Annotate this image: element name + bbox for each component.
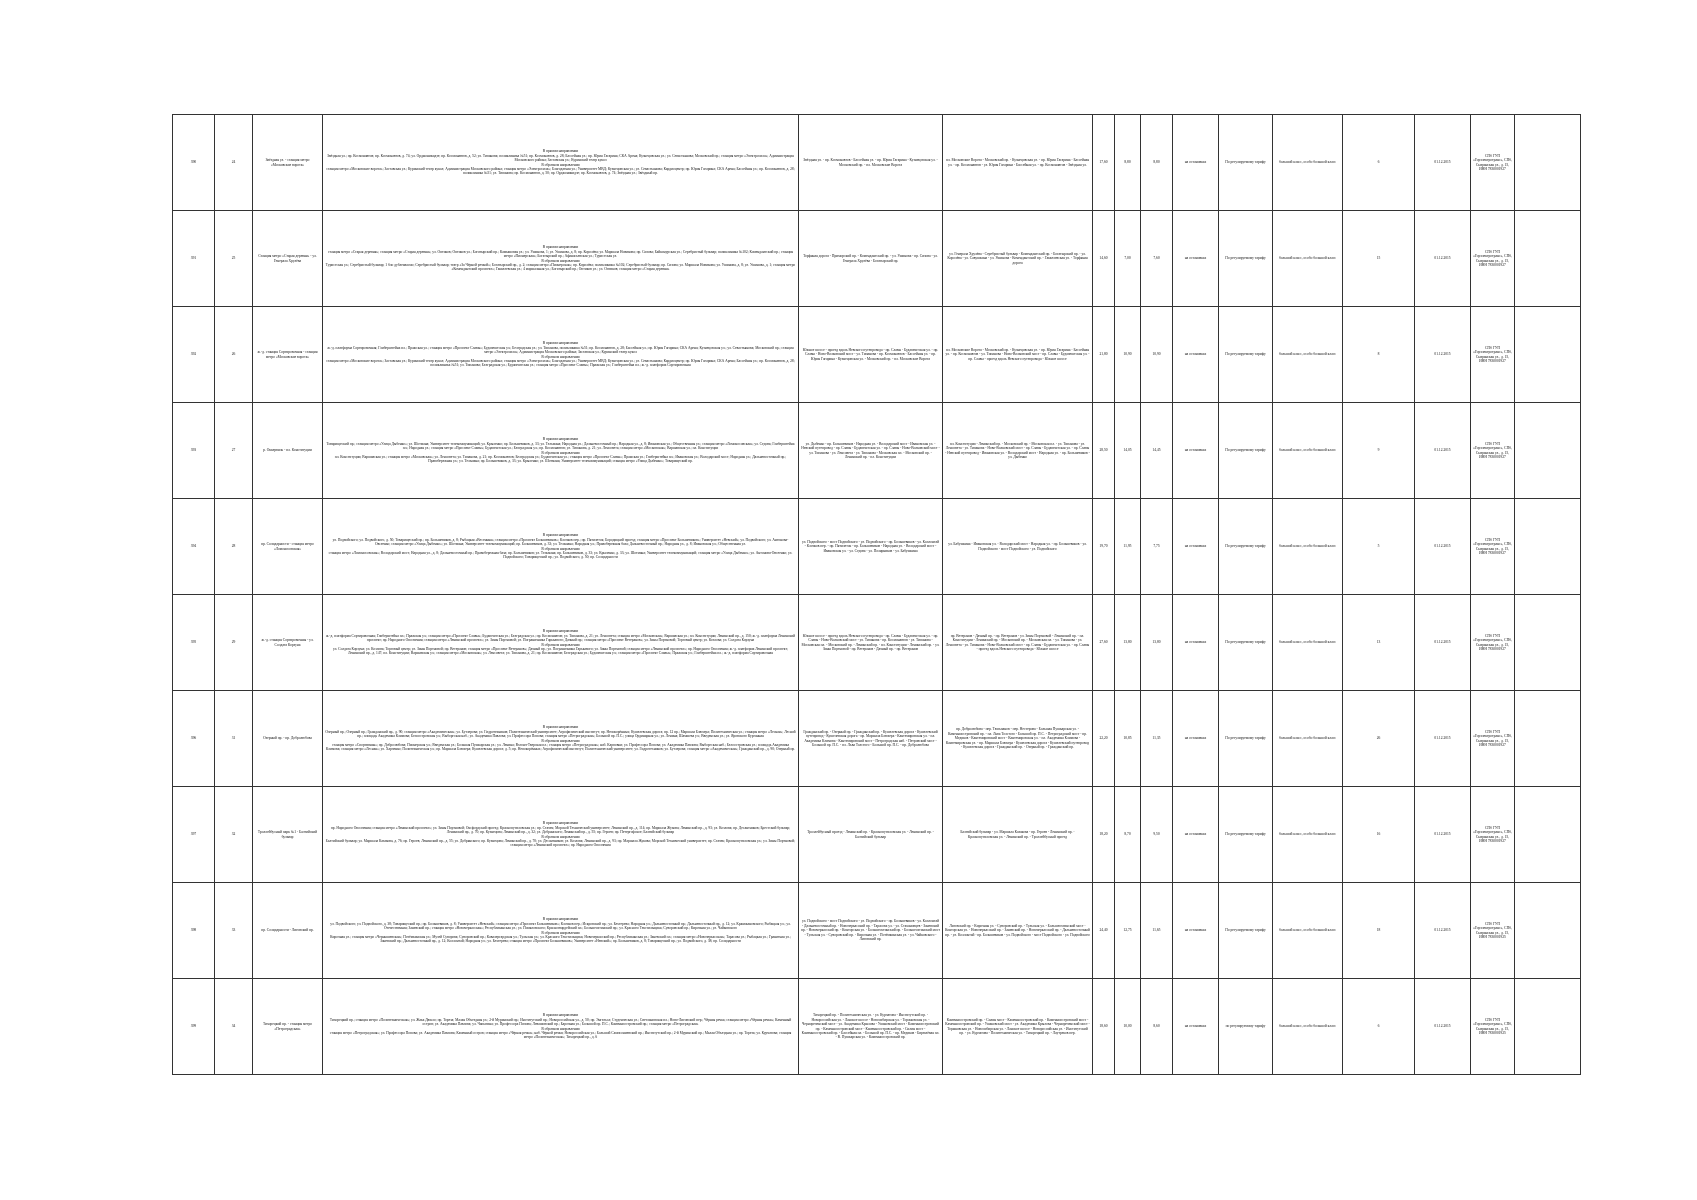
carrier: СПб ГУП «Горэлектротранс», СПб, Сызранская ул., д. 15, ИНН 7830001927 (1471, 307, 1515, 403)
streets-back: Лиговский пр. - Кирочная ул. - Суворовский пр. - Тульская ул. - Большеохтинский мост - Конторская ул. - Новочеркасский пр. - Заневский пр. - Новочеркасский пр. - Дальневосточный пр. - ул. Коллонтай - пр. Большевиков - ул. Подвойского - мост Подвойского - ул. Подвойского (943, 883, 1093, 979)
streets-back: пр. Добролюбова - пер. Тюльпанов - пер. Нестерова - Большая Пушкарская ул. - Каменноостровский пр. - пл. Льва Толстого - Большой пр. П.С. - Петроградский мост - пр. Медиков - Кантемировский мост - Кантемировская ул. - пл. Академика Климова - Кантемировская ул. - пр. Маршала Блюхера - Кушелевская дорога - Кушелевский путепровод - Кушелевская дорога - Гражданский пр. - Озерный пр. - Гражданский пр. (943, 691, 1093, 787)
stops-list (323, 115, 799, 211)
table-row (173, 403, 1581, 499)
length-back: 10,90 (1141, 307, 1173, 403)
stops-forward: Тихорецкий пр.; станция метро «Политехническая»; ул. Жака Дюкло; пр. Тореза; Малая Объездная ул.; 2-й Муринский пр.; Институтский пр.; Новороссийская ул., д. 50; пр. Энгельса; Студенческая ул.; Светлановская пл.; Ново-Лиговский пер.; Чёрная речка; станция метро «Чёрная речка»; Каменный остров; ул. Академика Павлова; ул. Чапыгина; ул. Профессора Попова; Левашовский пр.; Барочная ул.; Большой пр. П.С.; Каменноостровский пр.; станция метро «Петроградская» (329, 1017, 792, 1027)
route-number: 32 (215, 787, 253, 883)
stops-list (323, 979, 799, 1075)
vehicle-class: большой класс, особо большой класс (1273, 211, 1343, 307)
length-total: 18,20 (1093, 787, 1115, 883)
stops-list (323, 499, 799, 595)
length-total: 22,20 (1093, 691, 1115, 787)
vehicle-count: 26 (1343, 691, 1415, 787)
start-date: 01.12.2015 (1415, 211, 1471, 307)
stops-back-title: В обратном направлении (541, 162, 580, 167)
vehicle-class: большой класс, особо большой класс (1273, 595, 1343, 691)
route-name: Тихорецкий пр. - станция метро «Петроградская» (253, 979, 323, 1075)
streets-back: Каменноостровский пр. - Силин мост - Каменноостровский пр. - Каменноостровский мост - Каменноостровский пр. - Ушаковский мост - ул. Академика Крылова - Чернореченский мост - Торжковская ул. - Новосибирская ул. - Ланское шоссе - Новороссийская ул. - Институтский пр. - ул. Курчатова - Политехническая ул. - Тихорецкий пр. - Лаутреков пер. (943, 979, 1093, 1075)
route-name: ж.-д. станция Сортировочная - ул. Солдата Корзуна (253, 595, 323, 691)
length-back: 8,80 (1141, 115, 1173, 211)
stop-order: на остановках (1173, 883, 1219, 979)
stop-order: на остановках (1173, 211, 1219, 307)
extra-column (1515, 787, 1581, 883)
streets-back: ул. Генерала Хрулёва - Серебристый бульвар - Комендантский пр. - Богатырский пр. - ул. Королёва - ул. Савушкина - ул. Ушинова - Комендантский пр. - Гаккелевская ул. - Торфяная дорога (943, 211, 1093, 307)
stop-order: на остановках (1173, 787, 1219, 883)
vehicle-count: 6 (1343, 979, 1415, 1075)
vehicle-count: 15 (1343, 211, 1415, 307)
vehicle-class: большой класс, особо большой класс (1273, 115, 1343, 211)
route-register-table (172, 114, 1581, 1075)
table-row (173, 307, 1581, 403)
streets-back: пр. Ветеранов - Дачный пр. - пр. Ветеранов - ул. Зины Портновой - Ленинский пр. - пл. Конституции - Ленинский пр. - Московский пр. - Московская пл. - ул. Типанова - ул. Ленсовета - ул. Типанова - Ново-Волковский мост - пр. Славы - Будапештская ул. - пр. Славы - проезд вдоль Невского путепровода - Южное шоссе (943, 595, 1093, 691)
length-back: 11,35 (1141, 691, 1173, 787)
start-date: 01.12.2015 (1415, 691, 1471, 787)
length-back: 13,80 (1141, 595, 1173, 691)
stops-back: станция метро «Петроградская»; ул. Профессора Попова; ул. Академика Павлова; Каменный остров; станция метро «Чёрная речка»; наб. Чёрной речки; Новороссийская ул.; Большой Сампсониевский пр.; Институтский пр.; 2-й Муринский пр.; Малая Объездная ул.; пр. Тореза; ул. Курчатова; станция метро «Политехническая»; Тихорецкий пр., д. 6 (329, 1030, 792, 1040)
stops-forward: станция метро «Старая деревня»; станция метро «Старая деревня»; ул. Оптиков; Оптиков ул.; Богатырский пр.; Камышовая ул.; ул. Ушинова, 1; ул. Ушинова, д. 8; пр. Королёва; ул. Маршала Новикова; пр. Сизова; Байконурская ул.; Серебристый бульвар; поликлиника №102; Комендантский пр.; станция метро «Пионерская»; Богатырский пр.; Афанасьевская ул.; Туристская ул. (327, 249, 794, 259)
route-name: ж.-д. станция Сортировочная - станция метро «Московские ворота» (253, 307, 323, 403)
start-date: 01.12.2015 (1415, 403, 1471, 499)
tariff: По регулируемому тарифу (1219, 883, 1273, 979)
stops-forward: Товарищеский пр.; станция метро «Улица Дыбенко»; ул. Шотмана; Университет телекоммуникаций; ул. Крыленко; пр. Большевиков, д. 33; ул. Тельмана; Народная ул.; Дальневосточный пр.; Народная ул., д. 8; Ивановская ул.; Общественная ул.; станция метро «Ломоносовская»; ул. Седова; Глиберштейна пл.; Народная ул.; станция метро «Проспект Славы»; Будапештская ул.; Белградская ул.; пр. Космонавтов; ул. Типанова, д. 21; ул. Ленсовета; станция метро «Московская»; Варшавская ул.; пл. Конституции (326, 441, 795, 451)
tariff: По регулируемому тарифу (1219, 403, 1273, 499)
vehicle-class: большой класс, особо большой класс (1273, 691, 1343, 787)
length-total: 14,60 (1093, 211, 1115, 307)
registration-number: 390 (173, 115, 215, 211)
route-number: 34 (215, 979, 253, 1075)
route-register-sheet (172, 114, 1581, 1075)
length-total: 17,60 (1093, 115, 1115, 211)
tariff: По регулируемому тарифу (1219, 499, 1273, 595)
streets-forward: Южное шоссе - проезд вдоль Невского путепровода - пр. Славы - Будапештская ул. - пр. Славы - Ново-Волковский мост - ул. Типанова - пр. Космонавтов - ул. Типанова - Московская пл. - Московский пр. - Ленинский пр. - пл. Конституции - Ленинский пр. - ул. Зины Портновой - пр. Ветеранов - Дачный пр. - пр. Ветеранов (799, 595, 943, 691)
table-row (173, 787, 1581, 883)
route-number: 29 (215, 595, 253, 691)
registration-number: 395 (173, 595, 215, 691)
stops-back: Туристская ул.; Серебристый бульвар; 1 бло дублеавасмо; Серебристый бульвар; театр «За Чёрной речкой»; Богатырский пр., д. 2; станция метро «Пионерская»; пр. Королёва; поликлиника №102; Серебристый бульвар; пр. Сизова; ул. Маршала Новикова; ул. Ушинова, д. 8; ул. Ушинова, д. 1; станция метро «Комендантский проспект»; Гаккелевская ул.; 4 маршальная ул.; Богатырский пр.; Оптиков ул.; ул. Оптиков; станция метро «Старая деревня» (325, 262, 796, 272)
streets-back: пл. Московские Ворота - Московский пр. - Кузнецовская ул. - пр. Юрия Гагарина - Бассейная ул. - пр. Космонавтов - ул. Типанова - Ново-Волковский мост - пр. Славы - Будапештская ул. - пр. Славы - проезд вдоль Невского путепровода - Южное шоссе (943, 307, 1093, 403)
vehicle-class: большой класс, особо большой класс (1273, 403, 1343, 499)
stops-forward: Звёздная ул.; пр. Космонавтов; пр. Космонавтов, д. 74; ул. Орджоникидзе; пр. Космонавтов, д. 52; ул. Типанова; поликлиника №51; пр. Космонавтов, д. 28; Бассейная ул.; пр. Юрия Гагарина; СКА Арена; Кузнецовская ул.; ул. Севастьянова; Московский пр.; станция метро «Электросила»; Администрация Московского района; Заставская ул.; Куринский театр кукол (327, 153, 794, 163)
streets-back: пл. Конституции - Ленинский пр. - Московский пр. - Московская пл. - ул. Типанова - ул. Ленсовета - ул. Типанова - Ново-Волковский мост - пр. Славы - Будапештская ул. - пр. Славы - Невский путепровод - Ивановская ул. - Володарский мост - Народная ул. - пр. Большевиков - ул. Дыбенко (943, 403, 1093, 499)
tariff: По регулируемому тарифу (1219, 307, 1273, 403)
registration-number: 399 (173, 979, 215, 1075)
carrier: СПб ГУП «Горэлектротранс», СПб, Сызранская ул., д. 15, ИНН 7830001925 (1471, 979, 1515, 1075)
registration-number: 394 (173, 499, 215, 595)
vehicle-class: большой класс, особо большой класс (1273, 787, 1343, 883)
stop-order: на остановках (1173, 403, 1219, 499)
length-total: 21,80 (1093, 307, 1115, 403)
stops-back: станция метро «Спортивная»; пр. Добролюбова; Пионерская ул.; Введенская ул.; Большая Пушкарская ул.; ул. Ленина; Вхгонч-Тверская пл.; станция метро «Петроградская»; наб. Карповки; ул. Профессора Попова; ул. Академика Павлова; Выборгская наб.; Белоостровская ул.; площадь Академика Климова; станция метро «Лесная»; ул. Харченко; Политехническая ул.; пр. Маршала Блюхера; Кушелевская дорога; д. 5; пр. Непокорённых; Агрофизический институт; Политехнический университет; ул. Гидротехников; ул. Бутлерова; станция метро «Академическая»; Гражданский пр., д. 90; Озерный пр. (325, 742, 796, 752)
length-back: 7,60 (1141, 211, 1173, 307)
stops-forward-title: В прямом направлении (542, 917, 579, 922)
vehicle-count: 9 (1343, 403, 1415, 499)
stops-back-title: В обратном направлении (541, 258, 580, 263)
stops-back: станция метро «Московские ворота»; Заставская ул.; Куринский театр кукол; Администрация Московского района; станция метро «Электросила»; Благодатная ул.; Университет МВД; Кузнецовская ул.; ул. Севастьянова; Кардиоцентр; пр. Юрия Гагарина; СКА Арена; Бассейная ул.; пр. Космонавтов, д. 28; поликлиника №51; ул. Типанова; Белградская ул.; Будапештская ул.; станция метро «Проспект Славы»; Пражская ул.; Глиберштейна пл.; ж.-д. платформа Сортировочная (326, 358, 795, 368)
carrier: СПб ГУП «Горэлектротранс», СПб, Сызранская ул., д. 15, ИНН 7830001927 (1471, 499, 1515, 595)
stops-forward-title: В прямом направлении (542, 437, 579, 442)
registration-number: 393 (173, 403, 215, 499)
route-name: Озерный пр. - пр. Добролюбова (253, 691, 323, 787)
stops-forward-title: В прямом направлении (542, 821, 579, 826)
route-number: 26 (215, 307, 253, 403)
stops-back-title: В обратном направлении (541, 354, 580, 359)
length-forward: 12,75 (1115, 883, 1141, 979)
route-name: Звёздная ул. - станция метро «Московские ворота» (253, 115, 323, 211)
length-forward: 14,05 (1115, 403, 1141, 499)
vehicle-class: большой класс, особо большой класс (1273, 307, 1343, 403)
start-date: 01.12.2015 (1415, 499, 1471, 595)
stops-forward-title: В прямом направлении (542, 245, 579, 250)
carrier: СПб ГУП «Горэлектротранс», СПб, Сызранская ул., д. 15, ИНН 7830001927 (1471, 403, 1515, 499)
streets-forward: Троллейбусный проезд - Ленинский пр. - Краснопутиловская ул. - Ленинский пр. - Балтийский бульвар (799, 787, 943, 883)
length-back: 9,50 (1141, 787, 1173, 883)
streets-forward: ул. Подвойского - мост Подвойского - ул. Подвойского - пр. Большевиков - ул. Коллонтай - Клочков пер. - пр. Пятилеток - пр. Большевиков - Народная ул. - Володарский мост - Ивановская ул. - ул. Седова - ул. Полярников - ул. Бабушкина (799, 499, 943, 595)
stops-forward-title: В прямом направлении (542, 341, 579, 346)
route-number: 27 (215, 403, 253, 499)
vehicle-count: 13 (1343, 595, 1415, 691)
extra-column (1515, 595, 1581, 691)
stops-forward: пр. Народного Ополчения; станция метро «Ленинский проспект»; ул. Зины Портновой; Оксфордский проезд; Краснопутиловская ул.; пр. Стачек; Морской Технический университет; Ленинский пр., д. 114; пр. Маршала Жукова; Ленинский пр., д. 93; ул. Козлова; пр. Десантников; Брестский бульвар; Ленинский пр., д. 70; пр. Кузнецова; Ленинский пр., д. 32; ул. Добрянского; Ленинский пр., д. 55; пр. Героев; пр. Петергофское; Балтийский бульвар (330, 825, 791, 835)
tariff: По регулируемому тарифу (1219, 211, 1273, 307)
stops-back: станция метро «Московские ворота»; Заставская ул.; Куринский театр кукол; Администрация Московского района; станция метро «Электросила»; Благодатная ул.; Университет МВД; Кузнецовская ул.; ул. Севастьянова; Кардиоцентр; пр. Юрия Гагарина; СКА Арена; Бассейная ул.; пр. Космонавтов, д. 28; поликлиника №51; ул. Типанова; пр. Космонавтов, д. 50; пр. Орджоникидзе; пр. Космонавтов, д. 74; Звёздная ул.; Звёздный пр. (326, 166, 795, 176)
extra-column (1515, 211, 1581, 307)
stops-forward: Озерный пр.; Озерный пр.; Гражданский пр., д. 90; станция метро «Академическая»; ул. Бутлерова; ул. Гидротехников; Политехнический университет; Агрофизический институт; пр. Непокорённых; Кушелевская дорога; пр. 12 пр.; Маршала Блюхера; Политехническая ул.; станция метро «Лесная»; Лесной пр.; площадь Академика Климова; Белоостровская ул.; Выборгская наб.; ул. Академика Павлова; ул. Профессора Попова; станция метро «Петроградская»; Большой пр. П.С.; улица Ординарная ул.; ул. Ленина; Шамшева ул.; Введенская ул.; ул. Яровского Курганная (325, 729, 796, 739)
vehicle-count: 16 (1343, 787, 1415, 883)
stops-forward: ж.-д. платформа Сортировочная; Глиберштейна пл.; Пражская ул.; станция метро «Проспект Славы»; Будапештская ул.; Белградская ул.; пр. Космонавтов; ул. Типанова, д. 21; ул. Ленсовета; станция метро «Московская»; Варшавская ул.; пл. Конституции; Ленинский пр., д. 150; ж.-д. платформа Ленинский проспект; пр. Народного Ополчения; станция метро «Ленинский проспект»; ул. Зины Портновой; ул. Пограничника Гарькавого; Дачный пр.; станция метро «Проспект Ветеранов»; ул. Зины Портновой; Торговый центр; ул. Козлова; ул. Солдата Корзуна (325, 633, 796, 643)
stops-forward: ж.-д. платформа Сортировочная; Глиберштейна пл.; Пражская ул.; станция метро «Проспект Славы»; Будапештская ул.; Белградская ул.; ул. Типанова, поликлиника №51; пр. Космонавтов, д. 28; Бассейная ул.; пр. Юрия Гагарина; СКА Арена; Кузнецовская ул.; ул. Севастьянова; Московский пр.; станция метро «Электросила»; Администрация Московского района; Заставская ул.; Куринский театр кукол (327, 345, 794, 355)
stops-back-title: В обратном направлении (541, 642, 580, 647)
streets-forward: Южное шоссе - проезд вдоль Невского путепровода - пр. Славы - Будапештская ул. - пр. Славы - Ново-Волковский мост - ул. Типанова - пр. Космонавтов - Бассейная ул. - пр. Юрия Гагарина - Кузнецовская ул. - Московский пр. - пл. Московские Ворота (799, 307, 943, 403)
extra-column (1515, 883, 1581, 979)
start-date: 01.12.2015 (1415, 979, 1471, 1075)
carrier: СПб ГУП «Горэлектротранс», СПб, Сызранская ул., д. 15, ИНН 7830001927 (1471, 595, 1515, 691)
route-number: 33 (215, 883, 253, 979)
start-date: 01.12.2015 (1415, 307, 1471, 403)
stops-back: ул. Солдата Корзуна; ул. Козлова; Торговый центр; ул. Зины Портновой; пр. Ветеранов; станция метро «Проспект Ветеранов»; Дачный пр.; ул. Пограничника Гарькавого; ул. Зины Портновой; станция метро «Ленинский проспект»; пр. Народного Ополчения; ж.-д. платформа Ленинский проспект; Ленинский пр., д. 147; пл. Конституции; Варшавская ул.; станция метро «Московская»; ул. Ленсовета; ул. Типанова, д. 21; пр. Космонавтов; Белградская ул.; Будапештская ул.; станция метро «Проспект Славы»; Пражская ул.; Глиберштейна пл.; ж.-д. платформа Сортировочная (332, 646, 789, 656)
route-name: р. Оккервиль - пл. Конституции (253, 403, 323, 499)
route-name: Троллейбусный парк №1 - Балтийский бульвар (253, 787, 323, 883)
length-forward: 13,80 (1115, 595, 1141, 691)
table-row (173, 115, 1581, 211)
stops-back: пл. Конституции; Варшавская ул.; станция метро «Московская»; ул. Ленсовета; ул. Типанова, д. 21; пр. Космонавтов; Белградская ул.; Будапештская ул.; станция метро «Проспект Славы»; Пражская ул.; Глиберштейна пл.; Ивановская ул.; Володарский мост; Народная ул.; Дальневосточный пр.; Правобережная ул.; ул. Тельмана; пр. Большевиков, д. 33; ул. Крыленко; ул. Шотмана; Университет телекоммуникаций; станция метро «Улица Дыбенко»; Товарищеский пр. (334, 454, 787, 464)
stops-back: Кирочная ул.; станция метро «Чернышевская»; Потёмкинская ул.; Музей Суворова; Суворовский пр.; Кавалергардская ул.; Тульская ул.; ул. Красного Текстильщика; Новочеркасский пр.; Республиканская ул.; Заневский пл.; станция метро «Новочеркасская»; Тарасова ул.; Рыбацкая ул.; Гранитная ул.; Заневский пр.; Дальневосточный пр., д. 12; Коллонтай; Народная ул.; ул. Бехтерева; станция метро «Проспект Большевиков»; Университет «Невский»; пр. Большевиков, д. 8; Товарищеский пр.; ул. Подвойского, д. 38; пр. Солидарности (330, 934, 791, 944)
route-rows (173, 115, 1581, 1075)
route-number: 28 (215, 499, 253, 595)
streets-back: пл. Московские Ворота - Московский пр. - Кузнецовская ул. - пр. Юрия Гагарина - Бассейная ул. - пр. Космонавтов - ул. Юрия Гагарина - Бассейная ул. - пр. Космонавтов - Звёздная ул. (943, 115, 1093, 211)
stops-back-title: В обратном направлении (541, 834, 580, 839)
stop-order: на остановках (1173, 595, 1219, 691)
stops-list (323, 403, 799, 499)
table-row (173, 595, 1581, 691)
registration-number: 396 (173, 691, 215, 787)
start-date: 01.12.2015 (1415, 883, 1471, 979)
length-total: 24,40 (1093, 883, 1115, 979)
length-back: 8,60 (1141, 979, 1173, 1075)
vehicle-class: большой класс, особо большой класс (1273, 499, 1343, 595)
streets-forward: Звёздная ул. - пр. Космонавтов - Бассейная ул. - пр. Юрия Гагарина - Кузнецовская ул. - Московский пр. - пл. Московские Ворота (799, 115, 943, 211)
stop-order: на остановках (1173, 691, 1219, 787)
start-date: 01.12.2015 (1415, 595, 1471, 691)
stops-back: Балтийский бульвар; ул. Маршала Казакова, д. 76; пр. Героев; Ленинский пр., д. 55; ул. Добрянского; пр. Кузнецова; Ленинский пр., д. 70; ул. Десантников; ул. Козлова; Ленинский пр., д. 93; пр. Маршала Жукова; Морской Технический университет; пр. Стачек; Краснопутиловская ул.; ул. Зины Портновой; станция метро «Ленинский проспект»; пр. Народного Ополчения (325, 838, 796, 848)
stops-back-title: В обратном направлении (541, 450, 580, 455)
stops-back-title: В обратном направлении (541, 930, 580, 935)
stops-list (323, 211, 799, 307)
tariff: По регулируемому тарифу (1219, 691, 1273, 787)
length-forward: 7,00 (1115, 211, 1141, 307)
stops-forward-title: В прямом направлении (542, 725, 579, 730)
streets-back: ул. Бабушкина - Ивановская ул. - Володарский мост - Народная ул. - пр. Большевиков - ул. Подвойского - мост Подвойского - ул. Подвойского (943, 499, 1093, 595)
table-row (173, 883, 1581, 979)
extra-column (1515, 691, 1581, 787)
stop-order: на остановках (1173, 307, 1219, 403)
stops-forward-title: В прямом направлении (542, 533, 579, 538)
tariff: По регулируемому тарифу (1219, 115, 1273, 211)
tariff: по регулируемому тарифу (1219, 979, 1273, 1075)
start-date: 01.12.2015 (1415, 787, 1471, 883)
streets-forward: Тихорецкий пр. - Политехническая ул. - ул. Курчатова - Институтский пр. - Новороссийская ул. - Ланское шоссе - Новосибирская ул. - Торжковская ул. - Чернореченский мост - ул. Академика Крылова - Ушаковский мост - Каменноостровский пр. - Каменноостровский мост - Каменноостровский пр. - Силин мост - Каменноостровский пр. - Бассейная пл. - Большой пр. П.С. - пр. Медиков - Бирюлёвая пл. - В. Пушкарская ул. - Каменноостровский пр. (799, 979, 943, 1075)
length-forward: 10,90 (1115, 307, 1141, 403)
carrier: СПб ГУП «Горэлектротранс», СПб, Сызранская ул., д. 15, ИНН 7830001927 (1471, 691, 1515, 787)
carrier: СПб ГУП «Горэлектротранс», СПб, Сызранская ул., д. 15, ИНН 7830001927 (1471, 787, 1515, 883)
streets-forward: ул. Дыбенко - пр. Большевиков - Народная ул. - Володарский мост - Ивановская ул. - Невский путепровод - пр. Славы - Будапештская ул. - пр. Славы - Ново-Волковский мост - ул. Типанова - ул. Ленсовета - ул. Типанова - Московская пл. - Московский пр. - Ленинский пр. - пл. Конституции (799, 403, 943, 499)
registration-number: 391 (173, 211, 215, 307)
route-name: пр. Солидарности - Лиговский пр. (253, 883, 323, 979)
start-date: 01.12.2015 (1415, 115, 1471, 211)
stops-list (323, 307, 799, 403)
stops-forward: ул. Подвойского; ул. Подвойского, д. 38; Товарищеский пр.; пр. Большевиков, д. 8; Университет «Невский»; станция метро «Проспект Большевиков»; Клочков пер.; Искровский пр.; ул. Бехтерева; Народная ул.; Дальневосточный пр.; Дальневосточный пр., д. 12; ул. Кржижановского; Рыбацкая ул.; ул. Отечественная; Заневский пр.; станция метро «Новочеркасская»; Республиканская ул.; ул. Помяловского; Красногвардейский пл.; Большеохтинский пр.; ул. Красного Текстильщика; Суворовский пр.; Кирочная ул.; ул. Чайковского (330, 921, 791, 931)
stops-forward-title: В прямом направлении (542, 629, 579, 634)
table-row (173, 499, 1581, 595)
length-forward: 10,00 (1115, 979, 1141, 1075)
vehicle-count: 18 (1343, 883, 1415, 979)
length-back: 14,45 (1141, 403, 1173, 499)
streets-forward: ул. Подвойского - мост Подвойского - ул. Подвойского - пр. Большевиков - ул. Коллонтай - Дальневосточный пр. - Новочеркасский пр. - Тарасова ул. - ул. Стахановцев - Заневский пр. - Новочеркасский пр. - Конторская ул. - Большеохтинский пр. - Большеохтинский мост - Тульская ул. - Суворовский пр. - Кирочная ул. - Потёмкинская ул. - ул. Чайковского - Лиговский пр. (799, 883, 943, 979)
streets-forward: Гражданский пр. - Озерный пр. - Гражданский пр. - Кушелевская дорога - Кушелевский путепровод - Кушелевская дорога - пр. Маршала Блюхера - Кантемировская ул. - пл. Академика Климова - Кантемировский мост - Петроградская наб. - Петровский мост - Большой пр. П.С. - пл. Льва Толстого - Большой пр. П.С. - пр. Добролюбова (799, 691, 943, 787)
vehicle-count: 6 (1343, 115, 1415, 211)
extra-column (1515, 307, 1581, 403)
table-row (173, 979, 1581, 1075)
length-forward: 8,70 (1115, 787, 1141, 883)
stops-back-title: В обратном направлении (541, 738, 580, 743)
route-number: 25 (215, 211, 253, 307)
vehicle-class: большой класс, особо большой класс (1273, 883, 1343, 979)
extra-column (1515, 499, 1581, 595)
stops-list (323, 787, 799, 883)
streets-back: Балтийский бульвар - ул. Маршала Казакова - пр. Героев - Ленинский пр. - Краснопутиловская ул. - Ленинский пр. - Троллейбусный проезд (943, 787, 1093, 883)
stops-list (323, 691, 799, 787)
length-forward: 10,85 (1115, 691, 1141, 787)
carrier: СПб ГУП «Горэлектротранс», СПб, Сызранская ул., д. 15, ИНН 7830001927 (1471, 115, 1515, 211)
route-name: Станция метро «Старая деревня» - ул. Генерала Хрулёва (253, 211, 323, 307)
vehicle-count: 5 (1343, 499, 1415, 595)
route-number: 31 (215, 691, 253, 787)
carrier: СПб ГУП «Горэлектротранс», СПб, Сызранская ул., д. 15, ИНН 7830001927 (1471, 211, 1515, 307)
table-row (173, 211, 1581, 307)
length-total: 19,70 (1093, 499, 1115, 595)
length-forward: 8,80 (1115, 115, 1141, 211)
stop-order: на остановках (1173, 979, 1219, 1075)
registration-number: 392 (173, 307, 215, 403)
length-back: 11,65 (1141, 883, 1173, 979)
vehicle-class: большой класс, особо большой класс (1273, 979, 1343, 1075)
stop-order: на остановках (1173, 115, 1219, 211)
stops-forward-title: В прямом направлении (542, 149, 579, 154)
stops-back-title: В обратном направлении (541, 1026, 580, 1031)
tariff: По регулируемому тарифу (1219, 787, 1273, 883)
tariff: По регулируемому тарифу (1219, 595, 1273, 691)
vehicle-count: 8 (1343, 307, 1415, 403)
route-number: 24 (215, 115, 253, 211)
stops-forward: ул. Подвойского; ул. Подвойского, д. 50; Товарищеский пр.; пр. Большевиков, д. 8; Рыбацкая «Весенняя»; станция метро «Проспект Большевиков»; Клочков пер.; пр. Пятилеток; Бородицкий проезд; станция метро «Проспект Большевиков»; Университет «Невский»; ул. Подвойского; ул. Антонова-Овсеенко; станция метро «Улица Дыбенко»; ул. Шотмана; Университет телекоммуникаций; пр. Большевиков, д. 33; ул. Тельмана; Народная ул.; Правобережная база; Дальневосточный пр.; Народная ул., д. 8; Ивановская ул.; Общественная ул. (332, 537, 789, 547)
stop-order: на остановках (1173, 499, 1219, 595)
stops-back-title: В обратном направлении (541, 546, 580, 551)
extra-column (1515, 979, 1581, 1075)
stops-forward-title: В прямом направлении (542, 1013, 579, 1018)
extra-column (1515, 115, 1581, 211)
stops-list (323, 883, 799, 979)
table-row (173, 691, 1581, 787)
registration-number: 398 (173, 883, 215, 979)
registration-number: 397 (173, 787, 215, 883)
streets-forward: Торфяная дорога - Приморский пр. - Комендантский пр. - ул. Ушинова - пр. Сизова - ул. Генерала Хрулёва - Богатырский пр. (799, 211, 943, 307)
route-name: пр. Солидарности - станция метро «Ломоносовская» (253, 499, 323, 595)
extra-column (1515, 403, 1581, 499)
carrier: СПб ГУП «Горэлектротранс», СПб, Сызранская ул., д. 15, ИНН 7830001925 (1471, 883, 1515, 979)
length-total: 27,60 (1093, 595, 1115, 691)
length-back: 7,75 (1141, 499, 1173, 595)
length-forward: 11,95 (1115, 499, 1141, 595)
length-total: 18,60 (1093, 979, 1115, 1075)
stops-back: станция метро «Ломоносовская»; Володарский мост; Народная ул., д. 8; Дальневосточный пр.; Правобережная база; пр. Большевиков; ул. Тельмана; пр. Большевиков, д. 33; ул. Крыленко, д. 33; ул. Шотмана; Университет телекоммуникаций; станция метро «Улица Дыбенко»; ул. Антонова-Овсеенко; ул. Подвойского; Товарищеский пр.; ул. Подвойского, д. 50; пр. Солидарности (328, 550, 793, 560)
stops-list (323, 595, 799, 691)
length-total: 28,50 (1093, 403, 1115, 499)
